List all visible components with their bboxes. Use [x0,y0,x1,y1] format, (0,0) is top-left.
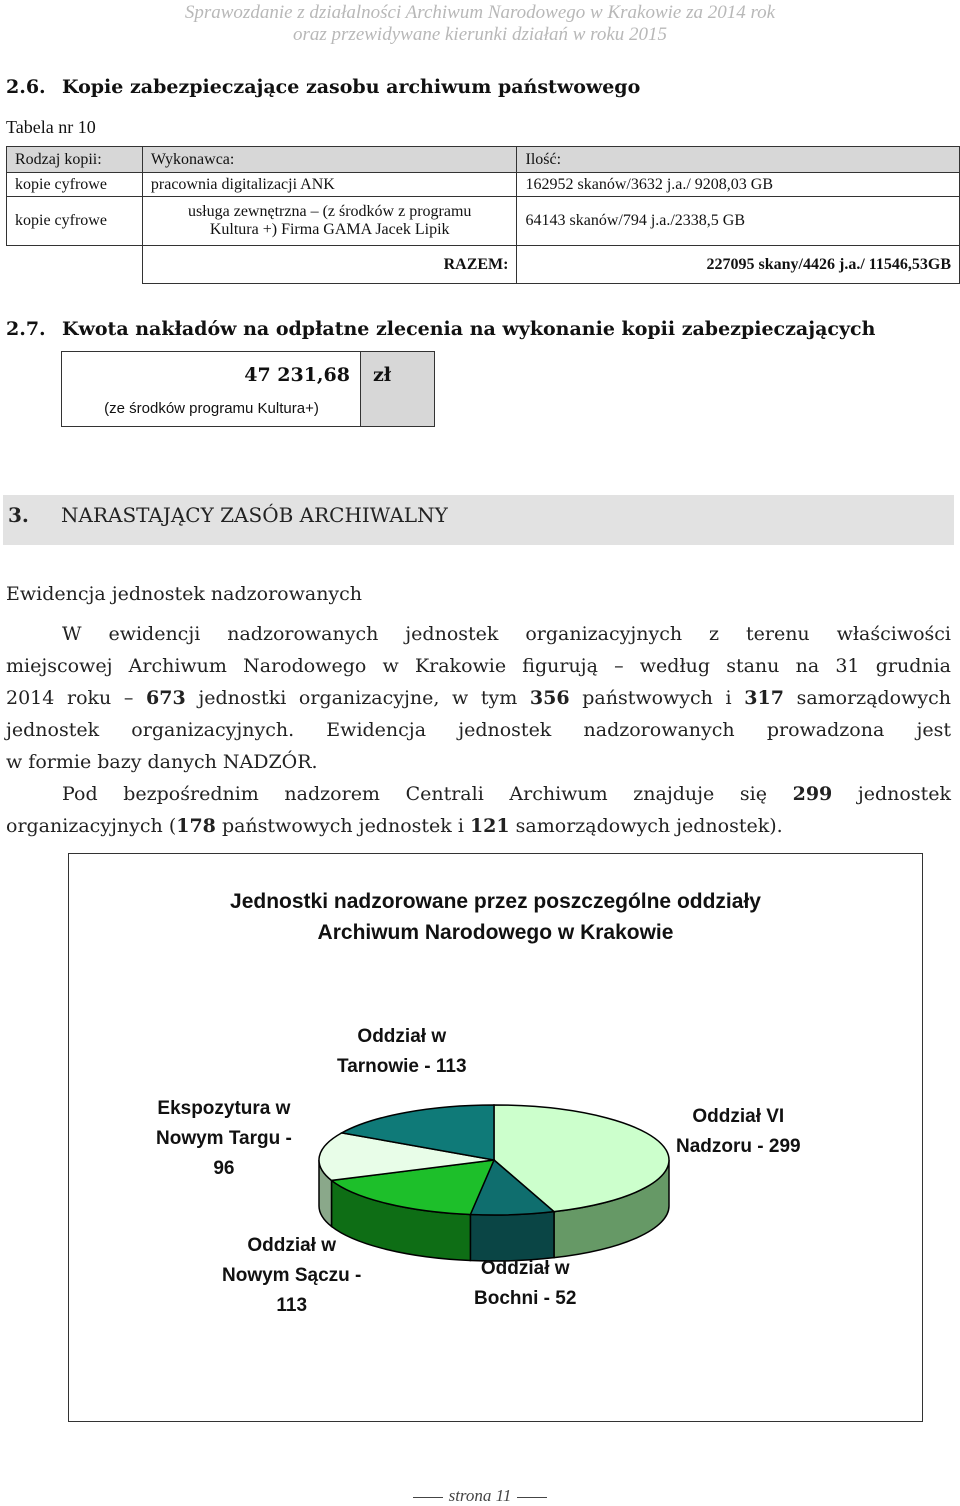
count-local: 121 [469,814,510,837]
text-run: jednostki organizacyjne, w tym [185,686,530,709]
table-cell: pracownia digitalizacji ANK [142,173,517,197]
amount-note: (ze środków programu Kultura+) [104,400,319,417]
table-row [7,173,960,197]
pie-label-line: Oddział w [480,1258,570,1279]
total-label: RAZEM: [142,246,517,284]
table-header-cell: Ilość: [517,147,960,173]
header-line-1: Sprawozdanie z działalności Archiwum Narodowego w Krakowie za 2014 rok [184,2,776,23]
pie-label-line: Nadzoru - 299 [676,1136,801,1157]
section-title: NARASTAJĄCY ZASÓB ARCHIWALNY [61,503,448,527]
table-label: Tabela nr 10 [6,117,96,137]
amount-cell [62,352,361,426]
chart-title-line-1: Jednostki nadzorowane przez poszczególne oddziały [230,890,761,913]
section-number: 2.7. [6,318,46,340]
paragraph-2 [6,779,951,843]
section-2-6-heading [6,76,640,98]
table-total-row [7,246,960,284]
table-cell [142,197,517,246]
pie-chart [68,853,923,1422]
executor-line: usługa zewnętrzna – (z środków z programu [187,203,472,220]
page-header [0,0,960,50]
pie-label [222,1231,361,1321]
count-total: 299 [792,783,833,805]
pie-label-line: Oddział VI [692,1106,785,1127]
count-local: 317 [744,686,784,709]
executor-line: Kultura +) Firma GAMA Jacek Lipik [209,221,450,238]
pie-label-line: Nowym Sączu - [222,1265,362,1286]
pie-label-line: Bochni - 52 [474,1288,577,1309]
footer-dash [413,1497,443,1498]
section-title: Kopie zabezpieczające zasobu archiwum państwowego [62,76,641,98]
table-row [7,197,960,246]
table-cell: 64143 skanów/794 j.a./2338,5 GB [517,197,960,246]
blank-cell [7,246,143,284]
text-run: państwowych jednostek i [215,814,470,837]
amount-box [61,351,435,427]
section-3-heading [3,495,954,545]
table-header-row [7,147,960,173]
text-line: W ewidencji nadzorowanych jednostek organizacyjnych z terenu właściwości [62,623,951,645]
pie-label [156,1094,292,1184]
subheading: Ewidencja jednostek nadzorowanych [6,583,363,605]
count-total: 673 [146,686,186,709]
table-header-cell: Wykonawca: [142,147,517,173]
text-run: państwowych i [569,686,745,709]
count-state: 178 [176,814,216,837]
text-run: 2014 roku – [6,686,147,709]
header-line-2: oraz przewidywane kierunki działań w roku 2015 [293,24,667,45]
paragraph-1 [6,619,951,779]
text-line: jednostek organizacyjnych. Ewidencja jednostek nadzorowanych prowadzona jest [6,718,951,741]
table-cell: 162952 skanów/3632 j.a./ 9208,03 GB [517,173,960,197]
text-run: jednostek [832,783,951,805]
pie-label-line: 113 [276,1295,308,1316]
pie-label [474,1254,576,1314]
page-number: strona 11 [448,1486,512,1505]
pie-label [337,1022,467,1082]
text-run: samorządowych jednostek). [509,814,783,837]
amount-currency: zł [373,364,392,386]
section-2-7-heading [6,318,875,340]
pie-label-line: Oddział w [247,1235,337,1256]
pie-label-line: 96 [213,1158,235,1179]
pie-label-line: Oddział w [357,1026,447,1047]
page-footer [0,1486,960,1506]
count-state: 356 [529,686,570,709]
pie-label [676,1102,801,1162]
section-number: 3. [8,503,29,527]
table-cell: kopie cyfrowe [7,197,143,246]
chart-title-line-2: Archiwum Narodowego w Krakowie [317,921,674,944]
pie-label-line: Nowym Targu - [156,1128,292,1149]
amount-value: 47 231,68 [244,364,350,386]
pie-label-line: Tarnowie - 113 [337,1056,467,1077]
footer-dash [517,1497,547,1498]
text-line [6,683,951,715]
copies-table [6,146,960,284]
currency-cell [361,352,434,426]
pie-label-line: Ekspozytura w [157,1098,291,1119]
table-cell: kopie cyfrowe [7,173,143,197]
text-line [6,779,951,811]
total-value: 227095 skany/4426 j.a./ 11546,53GB [517,246,960,284]
section-number: 2.6. [6,76,46,98]
text-run: Pod bezpośrednim nadzorem Centrali Archiwum znajduje się [62,783,793,805]
text-run: organizacyjnych ( [6,814,177,837]
table-header-cell: Rodzaj kopii: [7,147,143,173]
text-line: w formie bazy danych NADZÓR. [6,750,318,773]
text-line: miejscowej Archiwum Narodowego w Krakowie figurują – według stanu na 31 grudnia [6,654,951,677]
section-title: Kwota nakładów na odpłatne zlecenia na wykonanie kopii zabezpieczających [62,318,876,340]
text-line [6,811,951,843]
text-run: samorządowych [783,686,952,709]
